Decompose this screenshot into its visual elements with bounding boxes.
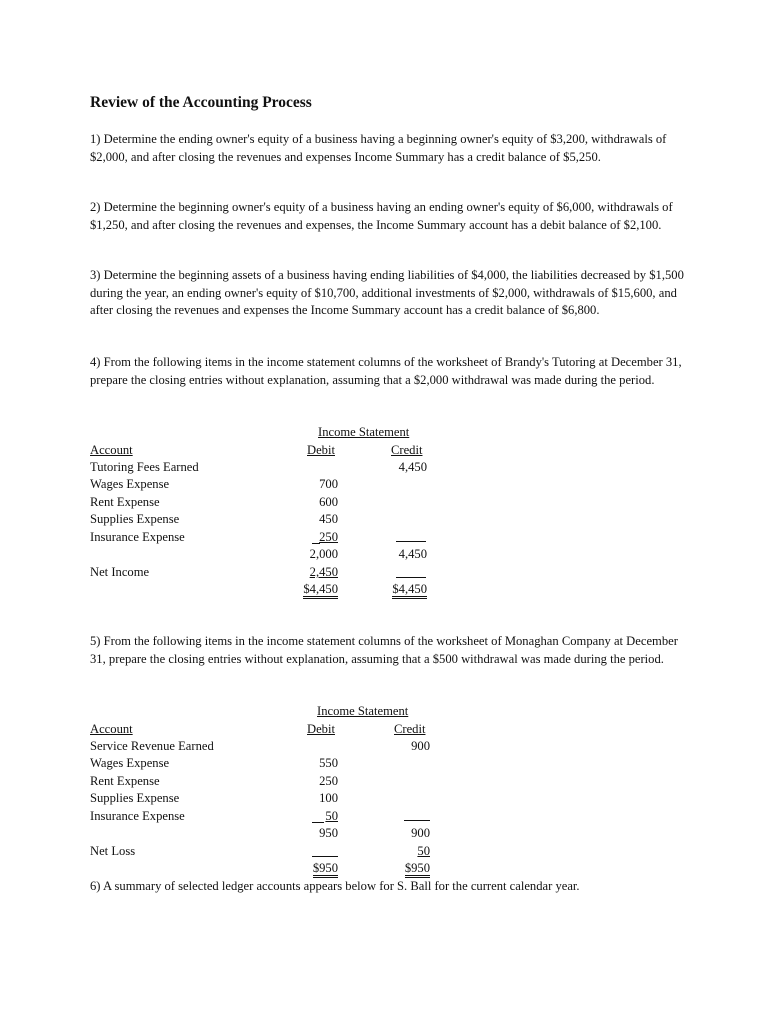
- question-1: 1) Determine the ending owner's equity of a business having a beginning owner's equity of $3,200, withdrawals of $2,000, and after closing the revenues and expenses Income Summary has a credit balance of $5,250.: [90, 132, 667, 164]
- question-2: 2) Determine the beginning owner's equity of a business having an ending owner's equity of $6,000, withdrawals of $1,250, and after closing the revenues and expenses, the Income Summary account has a debit balance of $2,100.: [90, 200, 673, 232]
- table2-row-debit: 250: [319, 774, 338, 788]
- table2-group-header: Income Statement: [317, 704, 409, 718]
- table1-subtotal-credit: 4,450: [398, 547, 427, 561]
- table1-row-debit: 600: [319, 495, 338, 509]
- table2-row-account: Supplies Expense: [90, 791, 180, 805]
- table2-row-account: Wages Expense: [90, 756, 170, 770]
- table2-row-account: Rent Expense: [90, 774, 160, 788]
- table2-row-account: Service Revenue Earned: [90, 739, 214, 753]
- table1-debit-header: Debit: [307, 443, 335, 457]
- table2-net-credit: 50: [417, 844, 430, 858]
- table2-row-debit: 50: [325, 809, 338, 823]
- underline-rule: [404, 820, 430, 821]
- table1-row-debit: 450: [319, 512, 338, 526]
- table2-net-label: Net Loss: [90, 844, 136, 858]
- table2-total-debit: $950: [313, 861, 338, 878]
- underline-rule: [312, 822, 324, 823]
- table1-net-debit: 2,450: [309, 565, 338, 579]
- page-title: Review of the Accounting Process: [90, 94, 312, 111]
- table1-row-debit: 700: [319, 477, 338, 491]
- table2-account-header: Account: [90, 722, 133, 736]
- underline-rule: [312, 856, 338, 857]
- table1-subtotal-debit: 2,000: [309, 547, 338, 561]
- table2-total-credit: $950: [405, 861, 430, 878]
- question-3: 3) Determine the beginning assets of a business having ending liabilities of $4,000, the liabilities decreased by $1,500 during the year, an ending owner's equity of $10,700, additional investments of $2,000, withdrawals of $15,600, and after closing the revenues and expenses the Income Summary account has a credit balance of $6,800.: [90, 268, 684, 317]
- question-4: 4) From the following items in the income statement columns of the worksheet of Brandy's Tutoring at December 31, prepare the closing entries without explanation, assuming that a $2,000 withdrawal was made during the period.: [90, 355, 682, 387]
- table1-row-account: Supplies Expense: [90, 512, 180, 526]
- table2-row-account: Insurance Expense: [90, 809, 185, 823]
- table2-subtotal-credit: 900: [411, 826, 430, 840]
- table1-group-header: Income Statement: [318, 425, 410, 439]
- underline-rule: [396, 577, 426, 578]
- table1-row-debit: 250: [319, 530, 338, 544]
- table1-row-account: Rent Expense: [90, 495, 160, 509]
- question-6: 6) A summary of selected ledger accounts appears below for S. Ball for the current calendar year.: [90, 879, 580, 893]
- table1-row-credit: 4,450: [398, 460, 427, 474]
- underline-rule: [312, 543, 320, 544]
- table2-row-credit: 900: [411, 739, 430, 753]
- table1-total-debit: $4,450: [303, 582, 338, 599]
- underline-rule: [396, 541, 426, 542]
- table2-row-debit: 550: [319, 756, 338, 770]
- table1-account-header: Account: [90, 443, 133, 457]
- table2-subtotal-debit: 950: [319, 826, 338, 840]
- table1-total-credit: $4,450: [392, 582, 427, 599]
- table2-row-debit: 100: [319, 791, 338, 805]
- table1-row-account: Tutoring Fees Earned: [90, 460, 199, 474]
- table1-net-label: Net Income: [90, 565, 150, 579]
- table1-row-account: Wages Expense: [90, 477, 170, 491]
- table1-credit-header: Credit: [391, 443, 423, 457]
- table1-row-account: Insurance Expense: [90, 530, 185, 544]
- table2-credit-header: Credit: [394, 722, 426, 736]
- question-5: 5) From the following items in the income statement columns of the worksheet of Monaghan Company at December 31, prepare the closing entries without explanation, assuming that a $500 withdrawal was made during the period.: [90, 634, 678, 666]
- table2-debit-header: Debit: [307, 722, 335, 736]
